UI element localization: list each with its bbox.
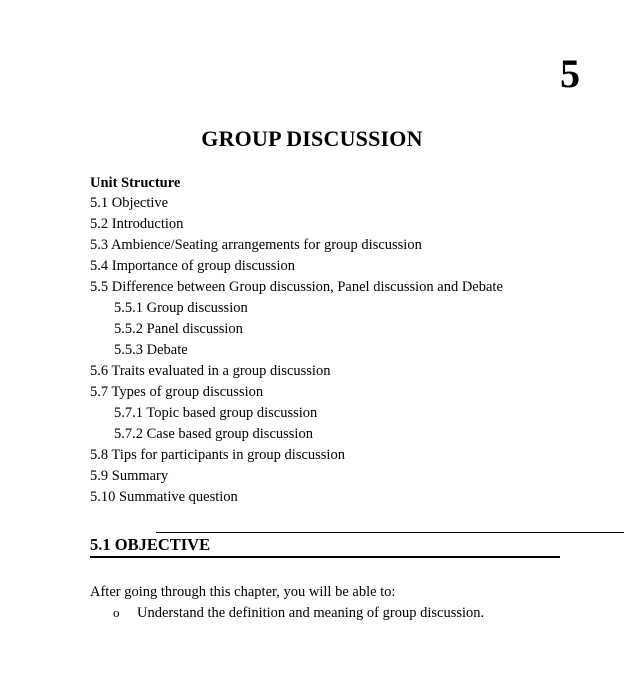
section-intro: After going through this chapter, you will be able to: [90, 584, 396, 600]
toc-item: 5.10 Summative question [90, 489, 238, 505]
unit-structure [90, 174, 610, 508]
toc-item: 5.7 Types of group discussion [90, 384, 264, 400]
toc-item: 5.4 Importance of group discussion [90, 258, 295, 274]
toc-item: 5.1 Objective [90, 195, 169, 211]
toc-item: 5.5 Difference between Group discussion, Panel discussion and Debate [90, 279, 503, 295]
toc-item: 5.8 Tips for participants in group discussion [90, 447, 345, 463]
toc-subitem: 5.7.2 Case based group discussion [114, 426, 313, 442]
bullet-marker-icon: o [113, 605, 120, 620]
toc-item: 5.9 Summary [90, 468, 169, 484]
toc-subitem: 5.5.3 Debate [114, 342, 188, 358]
toc-subitem: 5.7.1 Topic based group discussion [114, 405, 318, 421]
objective-item-text: Understand the definition and meaning of group discussion. [137, 605, 485, 621]
chapter-number: 5 [560, 51, 580, 96]
unit-structure-heading: Unit Structure [90, 175, 181, 191]
toc-subitem: 5.5.1 Group discussion [114, 300, 248, 316]
objective-list [113, 604, 484, 622]
objective-item [113, 604, 484, 622]
toc-subitem: 5.5.2 Panel discussion [114, 321, 243, 337]
toc-item: 5.2 Introduction [90, 216, 184, 232]
section-heading: 5.1 OBJECTIVE [90, 535, 211, 554]
section-divider-bottom [90, 556, 560, 558]
toc-item: 5.3 Ambience/Seating arrangements for group discussion [90, 237, 422, 253]
toc-list [90, 193, 610, 508]
chapter-title: GROUP DISCUSSION [201, 126, 423, 151]
section-divider-top [156, 532, 624, 533]
toc-item: 5.6 Traits evaluated in a group discussion [90, 363, 331, 379]
